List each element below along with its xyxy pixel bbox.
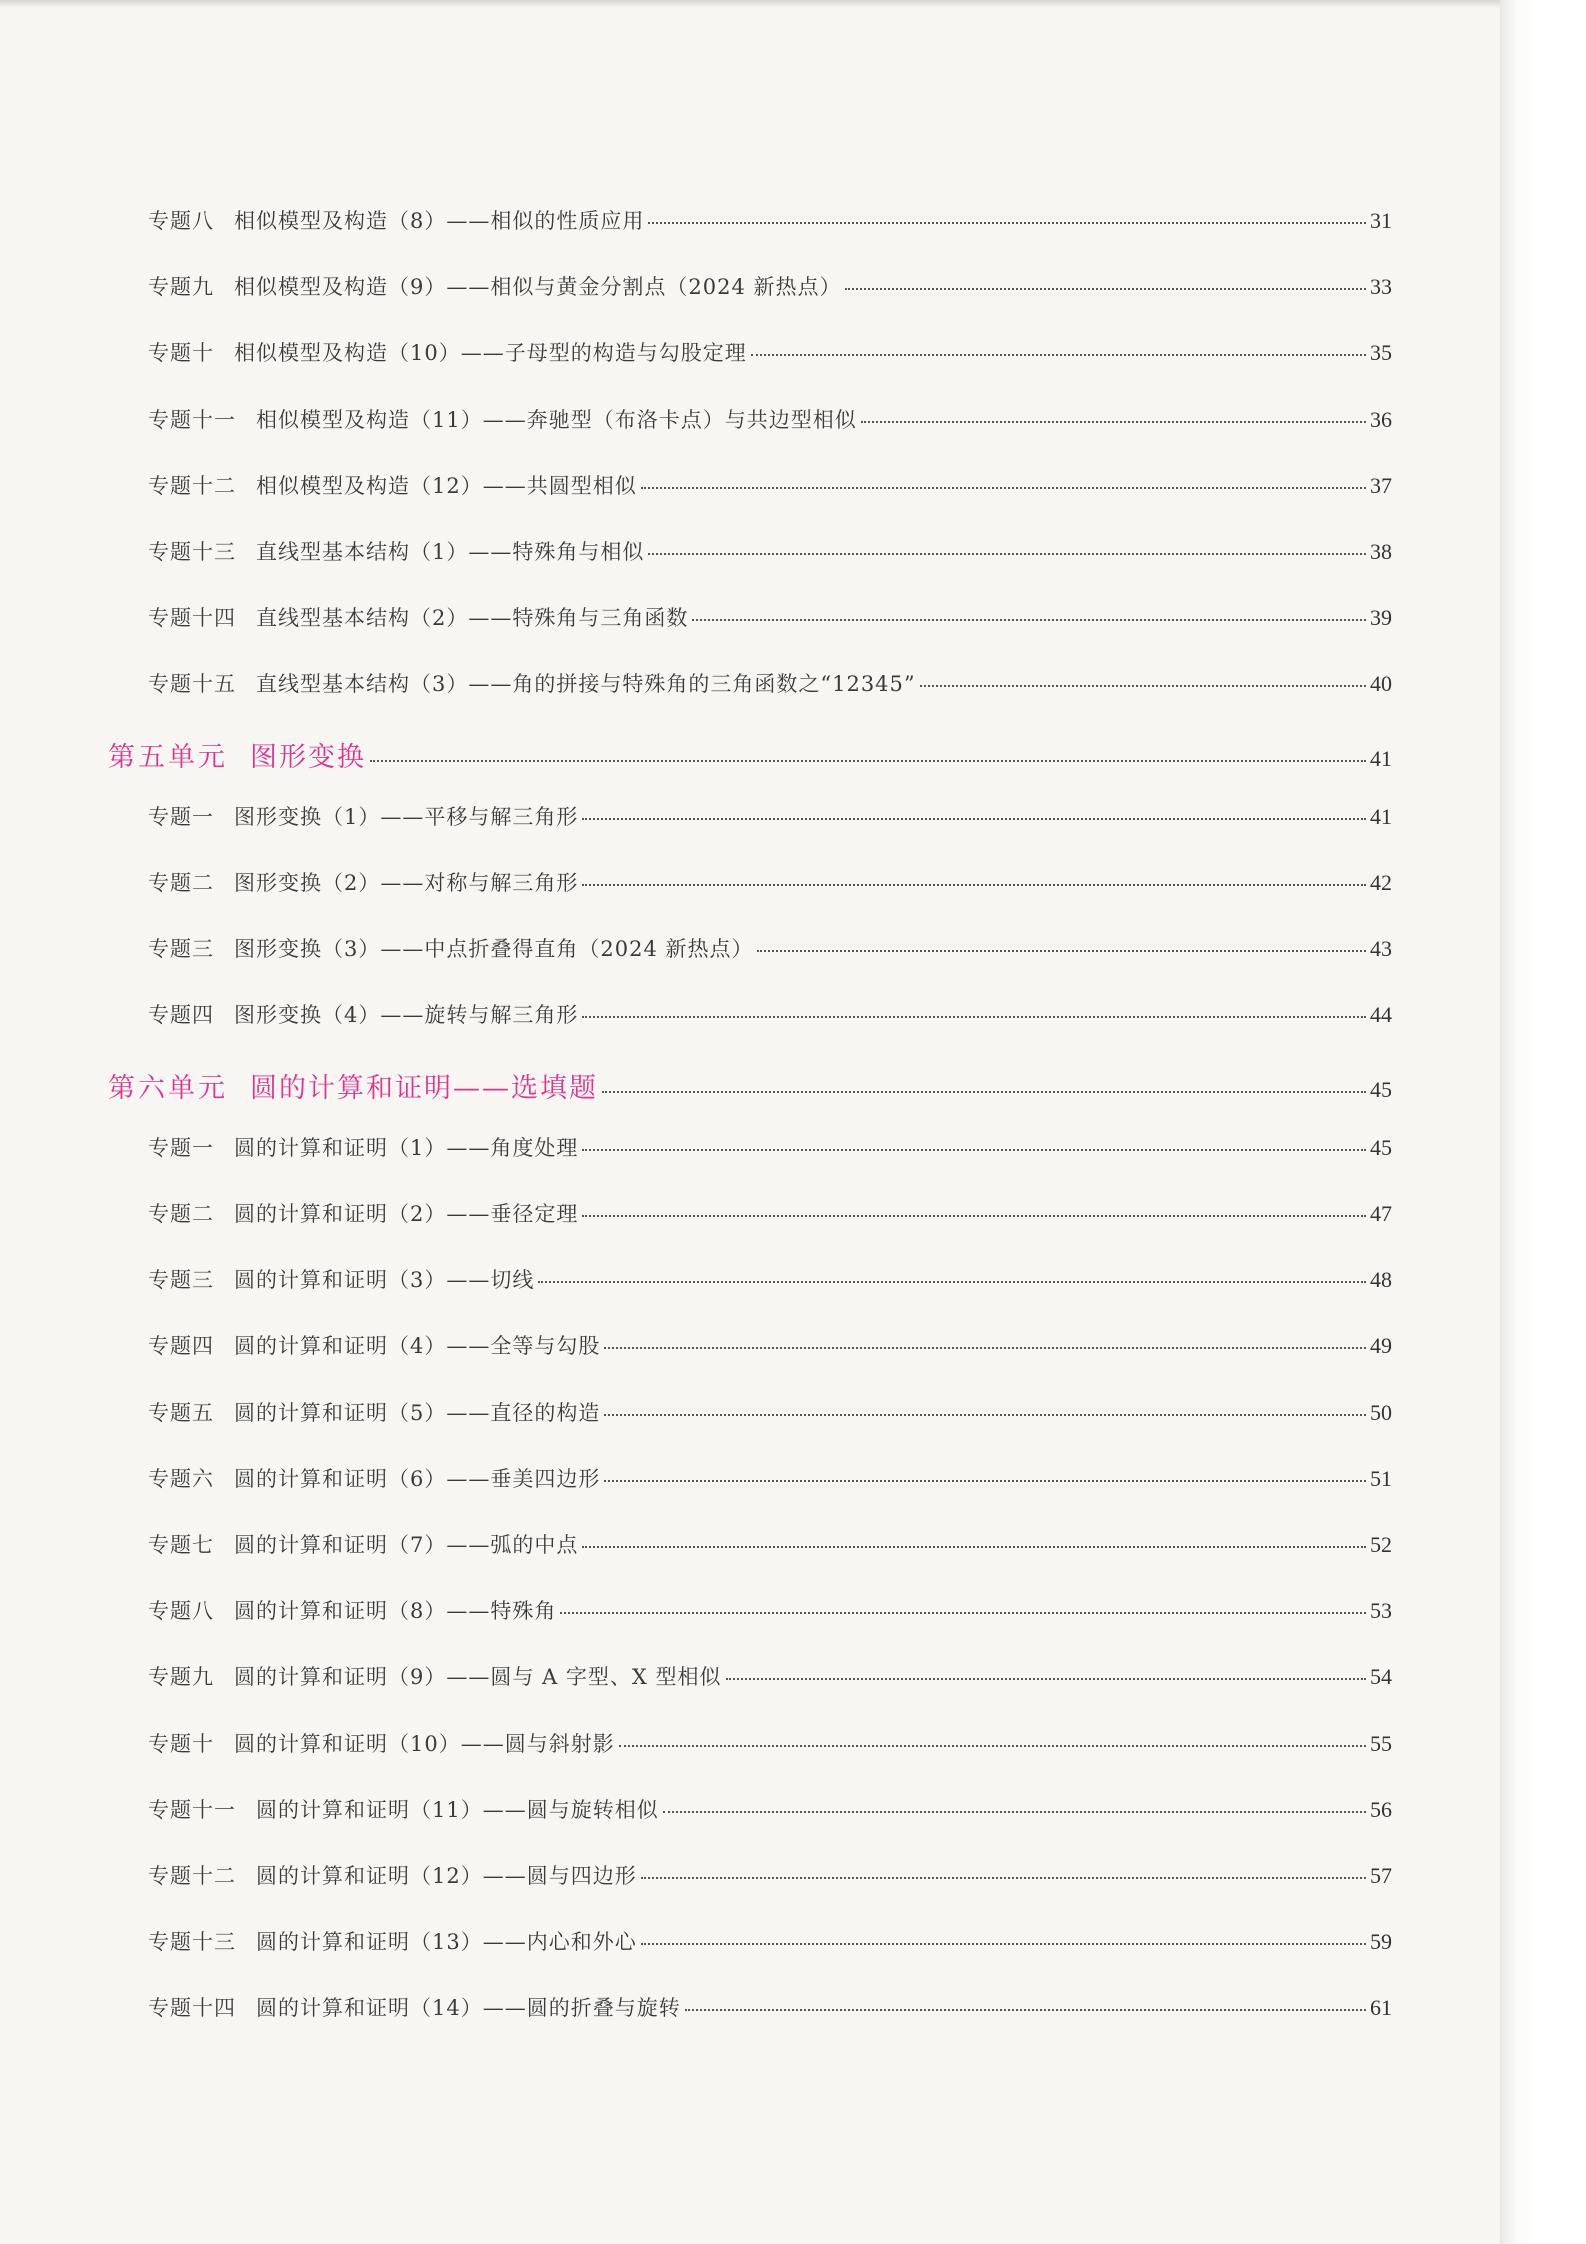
toc-entry-label: 专题二 <box>148 1202 214 1226</box>
toc-entry-title: 直线型基本结构（2）——特殊角与三角函数 <box>256 606 689 631</box>
dot-leader <box>641 485 1366 489</box>
toc-entry-title: 圆的计算和证明（13）——内心和外心 <box>256 1930 637 1955</box>
dot-leader <box>861 419 1366 423</box>
toc-entry-page: 41 <box>1370 745 1392 771</box>
toc-entry-label: 专题十三 <box>148 1930 236 1955</box>
toc-entry-page: 54 <box>1370 1664 1392 1690</box>
toc-entry-circle-14[interactable] <box>148 1992 1392 2022</box>
toc-entry-circle-9[interactable] <box>148 1661 1392 1691</box>
dot-leader <box>370 758 1366 762</box>
toc-entry-page: 41 <box>1370 803 1392 829</box>
toc-entry-title: 图形变换（2）——对称与解三角形 <box>234 871 579 895</box>
toc-entry-label: 专题十二 <box>148 473 236 498</box>
toc-entry-topic-15-line-structure[interactable] <box>148 668 1392 698</box>
toc-entry-title: 圆的计算和证明（1）——角度处理 <box>234 1135 579 1160</box>
toc-unit-6-heading[interactable] <box>108 1066 1392 1105</box>
toc-entry-title: 圆的计算和证明（4）——全等与勾股 <box>234 1334 601 1359</box>
toc-entry-page: 51 <box>1370 1465 1392 1491</box>
dot-leader <box>920 683 1366 687</box>
toc-entry-circle-5[interactable] <box>148 1397 1392 1427</box>
toc-entry-title: 圆的计算和证明（2）——垂径定理 <box>234 1202 579 1226</box>
dot-leader <box>845 286 1366 290</box>
toc-entry-page: 49 <box>1370 1333 1392 1359</box>
toc-entry-page: 50 <box>1370 1399 1392 1425</box>
toc-entry-label: 专题一 <box>148 804 214 829</box>
toc-entry-page: 52 <box>1370 1532 1392 1557</box>
toc-entry-page: 56 <box>1370 1796 1392 1822</box>
toc-entry-title: 图形变换（4）——旋转与解三角形 <box>234 1003 579 1028</box>
toc-entry-title: 圆的计算和证明（11）——圆与旋转相似 <box>256 1797 659 1822</box>
toc-entry-label: 专题四 <box>148 1334 214 1359</box>
dot-leader <box>582 882 1366 886</box>
toc-entry-transform-4[interactable] <box>148 999 1392 1029</box>
toc-entry-topic-13-line-structure[interactable] <box>148 536 1392 566</box>
dot-leader <box>751 352 1366 356</box>
toc-entry-title: 圆的计算和证明（14）——圆的折叠与旋转 <box>256 1996 681 2021</box>
toc-entry-circle-11[interactable] <box>148 1794 1392 1824</box>
toc-entry-page: 53 <box>1370 1598 1392 1624</box>
toc-entry-page: 37 <box>1370 472 1392 498</box>
toc-entry-topic-10-similarity[interactable] <box>148 337 1392 367</box>
toc-entry-title: 图形变换（3）——中点折叠得直角（2024 新热点） <box>234 937 754 962</box>
dot-leader <box>619 1743 1366 1747</box>
toc-entry-label: 专题四 <box>148 1003 214 1028</box>
toc-entry-page: 48 <box>1370 1267 1392 1293</box>
toc-entry-page: 47 <box>1370 1201 1392 1226</box>
toc-entry-title: 相似模型及构造（8）——相似的性质应用 <box>234 209 645 233</box>
dot-leader <box>604 1478 1366 1482</box>
toc-entry-circle-13[interactable] <box>148 1926 1392 1956</box>
toc-entry-page: 40 <box>1370 671 1392 697</box>
toc-entry-circle-3[interactable] <box>148 1264 1392 1294</box>
toc-entry-title: 圆的计算和证明（7）——弧的中点 <box>234 1533 579 1557</box>
toc-entry-label: 专题十一 <box>148 407 236 432</box>
toc-entry-circle-2[interactable] <box>148 1198 1392 1228</box>
toc-entry-page: 35 <box>1370 340 1392 366</box>
toc-entry-label: 专题九 <box>148 1665 214 1690</box>
dot-leader <box>685 2007 1366 2011</box>
toc-entry-topic-14-line-structure[interactable] <box>148 602 1392 632</box>
toc-entry-label: 专题十四 <box>148 606 236 631</box>
toc-entry-page: 33 <box>1370 274 1392 300</box>
toc-entry-topic-8-similarity[interactable] <box>148 205 1392 235</box>
toc-entry-circle-12[interactable] <box>148 1860 1392 1890</box>
toc-entry-title: 相似模型及构造（12）——共圆型相似 <box>256 473 637 498</box>
toc-entry-title: 相似模型及构造（10）——子母型的构造与勾股定理 <box>234 341 747 366</box>
toc-entry-page: 39 <box>1370 605 1392 631</box>
toc-entry-label: 专题十一 <box>148 1797 236 1822</box>
toc-entry-page: 44 <box>1370 1002 1392 1028</box>
dot-leader <box>538 1279 1366 1283</box>
toc-entry-transform-2[interactable] <box>148 867 1392 897</box>
toc-entry-circle-4[interactable] <box>148 1330 1392 1360</box>
toc-entry-page: 59 <box>1370 1929 1392 1955</box>
toc-entry-title: 圆的计算和证明（8）——特殊角 <box>234 1599 557 1624</box>
toc-entry-label: 专题三 <box>148 1268 214 1293</box>
dot-leader <box>648 220 1366 224</box>
dot-leader <box>641 1941 1366 1945</box>
toc-entry-topic-12-similarity[interactable] <box>148 470 1392 500</box>
dot-leader <box>582 1213 1366 1217</box>
toc-entry-page: 43 <box>1370 936 1392 962</box>
toc-entry-page: 45 <box>1370 1134 1392 1160</box>
toc-entry-label: 专题八 <box>148 209 214 233</box>
toc-entry-title: 圆的计算和证明（9）——圆与 A 字型、X 型相似 <box>234 1665 722 1690</box>
page-top-shadow <box>0 0 1500 8</box>
dot-leader <box>582 1147 1366 1151</box>
toc-entry-circle-1[interactable] <box>148 1132 1392 1162</box>
toc-entry-title: 相似模型及构造（9）——相似与黄金分割点（2024 新热点） <box>234 275 842 300</box>
toc-entry-label: 专题三 <box>148 937 214 962</box>
toc-entry-title: 圆的计算和证明（5）——直径的构造 <box>234 1400 601 1425</box>
page-edge <box>1500 0 1586 2244</box>
dot-leader <box>560 1610 1366 1614</box>
dot-leader <box>726 1676 1366 1680</box>
dot-leader <box>692 617 1366 621</box>
toc-entry-circle-8[interactable] <box>148 1595 1392 1625</box>
toc-entry-label: 专题十 <box>148 1731 214 1756</box>
dot-leader <box>582 1544 1366 1548</box>
toc-entry-page: 55 <box>1370 1730 1392 1756</box>
toc-entry-title: 相似模型及构造（11）——奔驰型（布洛卡点）与共边型相似 <box>256 407 857 432</box>
toc-entry-title: 圆的计算和证明（6）——垂美四边形 <box>234 1466 601 1491</box>
toc-entry-transform-1[interactable] <box>148 801 1392 831</box>
dot-leader <box>663 1809 1366 1813</box>
toc-entry-topic-11-similarity[interactable] <box>148 404 1392 434</box>
toc-entry-label: 专题十五 <box>148 672 236 697</box>
toc-entry-label: 专题八 <box>148 1599 214 1624</box>
toc-unit-title: 图形变换 <box>250 741 366 773</box>
toc-entry-transform-3[interactable] <box>148 933 1392 963</box>
toc-entry-title: 直线型基本结构（3）——角的拼接与特殊角的三角函数之“12345” <box>256 672 916 697</box>
toc-entry-page: 61 <box>1370 1995 1392 2021</box>
toc-entry-label: 专题二 <box>148 871 214 895</box>
dot-leader <box>604 1345 1366 1349</box>
toc-entry-page: 57 <box>1370 1863 1392 1888</box>
toc-entry-label: 专题十二 <box>148 1864 236 1888</box>
toc-entry-label: 专题五 <box>148 1400 214 1425</box>
dot-leader <box>582 1014 1366 1018</box>
toc-entry-title: 圆的计算和证明（3）——切线 <box>234 1268 535 1293</box>
toc-entry-title: 图形变换（1）——平移与解三角形 <box>234 804 579 829</box>
toc-unit-5-heading[interactable] <box>108 735 1392 774</box>
toc-unit-label: 第五单元 <box>108 741 228 773</box>
toc-entry-page: 31 <box>1370 208 1392 233</box>
toc-entry-circle-10[interactable] <box>148 1728 1392 1758</box>
toc-entry-title: 直线型基本结构（1）——特殊角与相似 <box>256 540 645 564</box>
toc-entry-label: 专题七 <box>148 1533 214 1557</box>
toc-unit-label: 第六单元 <box>108 1072 228 1104</box>
dot-leader <box>604 1412 1366 1416</box>
toc-entry-title: 圆的计算和证明（12）——圆与四边形 <box>256 1864 637 1888</box>
toc-entry-page: 38 <box>1370 539 1392 564</box>
dot-leader <box>757 948 1366 952</box>
toc-entry-label: 专题六 <box>148 1466 214 1491</box>
dot-leader <box>641 1875 1366 1879</box>
toc-entry-label: 专题十四 <box>148 1996 236 2021</box>
dot-leader <box>582 816 1366 820</box>
toc-entry-label: 专题九 <box>148 275 214 300</box>
toc-entry-page: 42 <box>1370 870 1392 895</box>
toc-entry-circle-6[interactable] <box>148 1463 1392 1493</box>
toc-unit-title: 圆的计算和证明——选填题 <box>250 1072 598 1104</box>
toc-entry-page: 36 <box>1370 406 1392 432</box>
toc-entry-label: 专题十 <box>148 341 214 366</box>
toc-entry-label: 专题十三 <box>148 540 236 564</box>
dot-leader <box>602 1089 1366 1093</box>
toc-entry-label: 专题一 <box>148 1135 214 1160</box>
toc-entry-circle-7[interactable] <box>148 1529 1392 1559</box>
toc-entry-page: 45 <box>1370 1076 1392 1102</box>
dot-leader <box>648 551 1366 555</box>
toc-entry-title: 圆的计算和证明（10）——圆与斜射影 <box>234 1731 615 1756</box>
toc-entry-topic-9-similarity[interactable] <box>148 271 1392 301</box>
